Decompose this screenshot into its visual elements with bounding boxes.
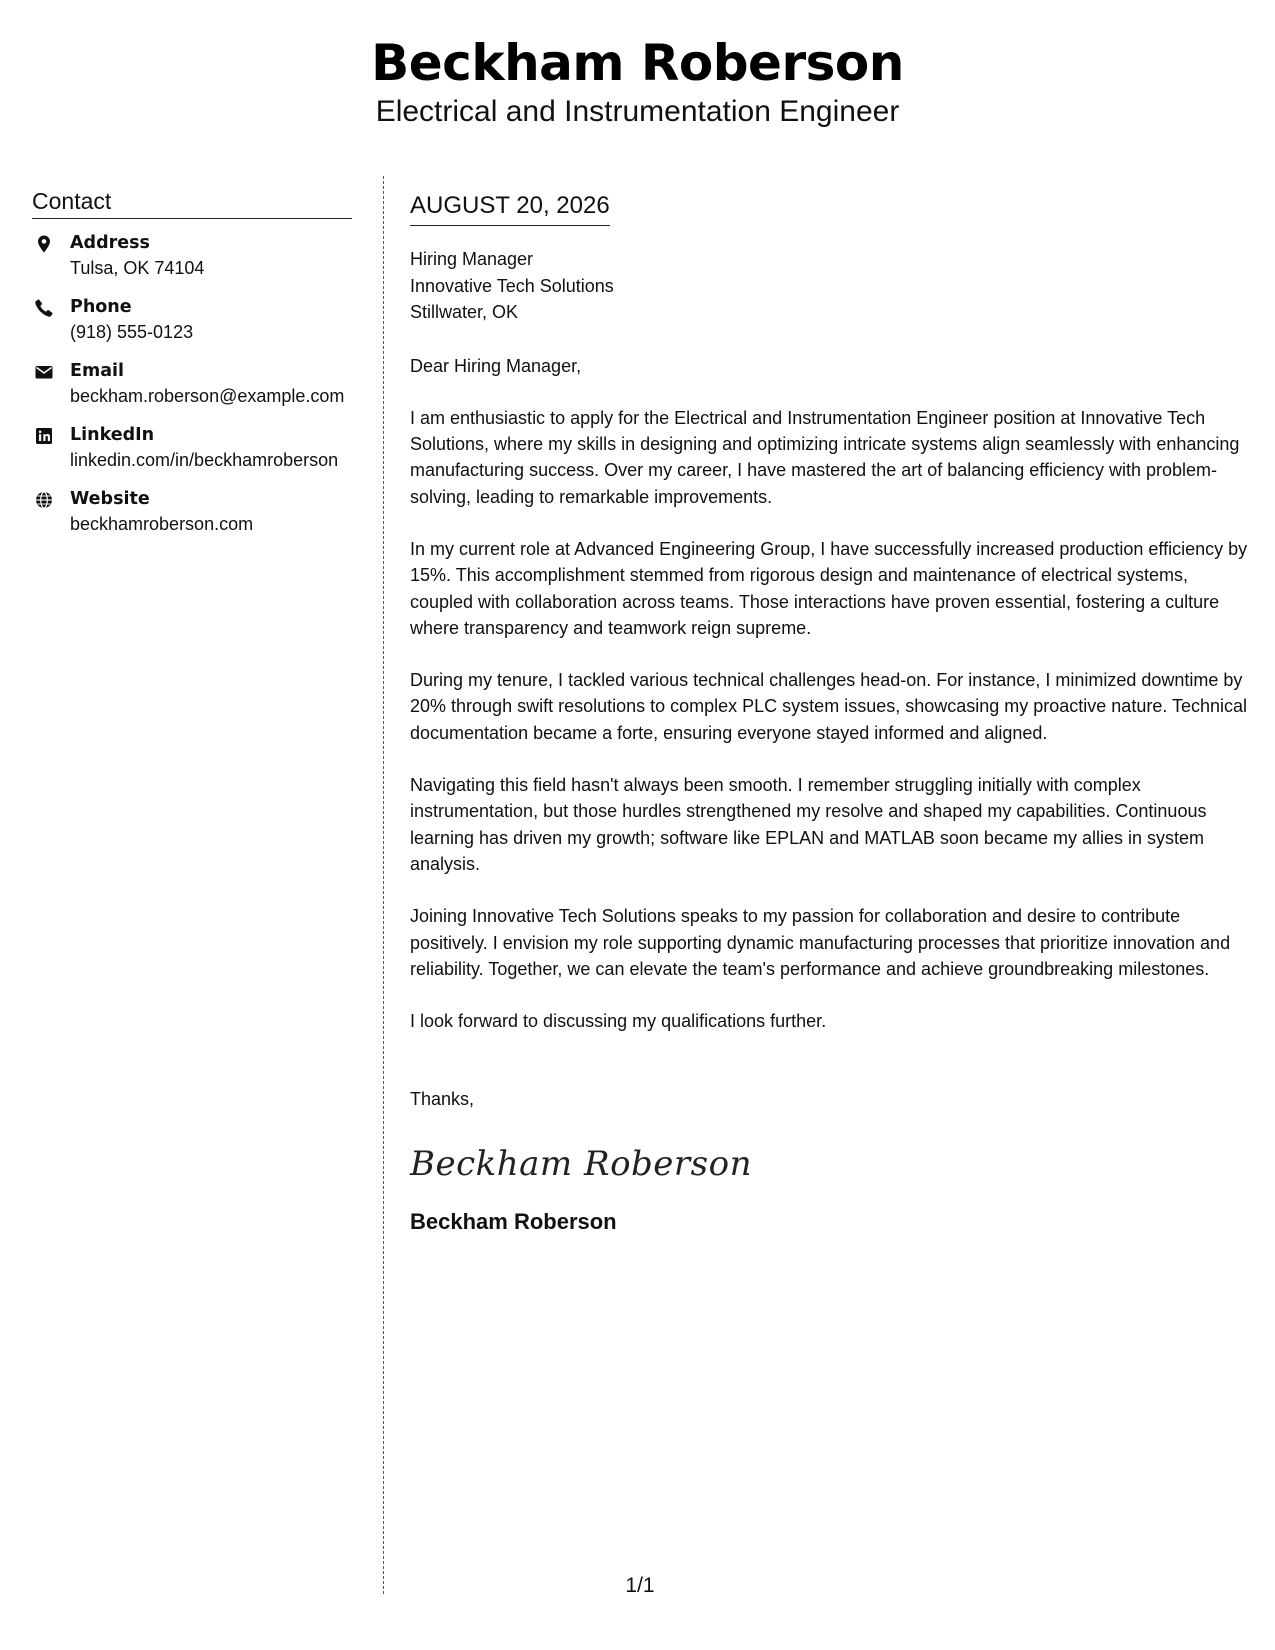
letter-paragraph: During my tenure, I tackled various technical challenges head-on. For instance, I minimized downtime by 20% through swift resolutions to complex PLC system issues, showcasing my proactive nature. Technical documentation became a forte, ensuring everyone stayed informed and aligned. xyxy=(410,670,1248,743)
applicant-name: Beckham Roberson xyxy=(371,34,904,92)
letter-paragraph: I look forward to discussing my qualifications further. xyxy=(410,1011,827,1032)
contact-value: Tulsa, OK 74104 xyxy=(70,258,205,278)
letter-date: AUGUST 20, 2026 xyxy=(410,190,610,226)
contact-value: (918) 555-0123 xyxy=(70,322,194,342)
contact-label: Email xyxy=(70,361,124,381)
contact-phone xyxy=(32,295,352,345)
letter-paragraph: I am enthusiastic to apply for the Electrical and Instrumentation Engineer position at Innovative Tech Solutions, where my skills in designing and optimizing intricate systems align seamlessly with enhancing manufacturing success. Over my career, I have mastered the art of balancing efficiency with problem-solving, leading to remarkable improvements. xyxy=(410,407,1240,507)
column-divider xyxy=(383,176,384,1594)
contact-label: Website xyxy=(70,489,150,509)
phone-icon xyxy=(34,298,54,318)
recipient-block xyxy=(410,246,1250,326)
letter-paragraph: In my current role at Advanced Engineering Group, I have successfully increased production efficiency by 15%. This accomplishment stemmed from rigorous design and maintenance of electrical systems, coupled with collaboration across teams. Those interactions have proven essential, fostering a culture where transparency and teamwork reign supreme. xyxy=(410,538,1248,638)
contact-email xyxy=(32,359,352,409)
contact-value[interactable]: beckhamroberson.com xyxy=(70,514,254,534)
applicant-title: Electrical and Instrumentation Engineer xyxy=(375,95,900,128)
contact-label: Address xyxy=(70,233,150,253)
page-number: 1/1 xyxy=(625,1574,655,1597)
contact-website xyxy=(32,487,352,537)
contact-sidebar xyxy=(32,186,352,551)
salutation: Dear Hiring Manager, xyxy=(410,355,582,376)
signature: Beckham Roberson xyxy=(410,1143,752,1184)
contact-linkedin xyxy=(32,423,352,473)
letter-paragraph: Navigating this field hasn't always been smooth. I remember struggling initially with complex instrumentation, but those hurdles strengthened my resolve and shaped my capabilities. Continuous learning has driven my growth; software like EPLAN and MATLAB soon became my allies in system analysis. xyxy=(410,775,1207,874)
closing: Thanks, xyxy=(410,1089,475,1110)
map-pin-icon xyxy=(34,234,54,254)
letter-paragraph: Joining Innovative Tech Solutions speaks to my passion for collaboration and desire to contribute positively. I envision my role supporting dynamic manufacturing processes that prioritize innovation and reliability. Together, we can elevate the team's performance and achieve groundbreaking milestones. xyxy=(410,906,1231,979)
linkedin-icon xyxy=(34,426,54,446)
recipient-line: Innovative Tech Solutions xyxy=(410,275,614,296)
contact-address xyxy=(32,231,352,281)
recipient-line: Stillwater, OK xyxy=(410,302,519,322)
contact-label: Phone xyxy=(70,297,132,317)
contact-value[interactable]: linkedin.com/in/beckhamroberson xyxy=(70,450,339,470)
signed-name: Beckham Roberson xyxy=(410,1208,617,1234)
contact-value[interactable]: beckham.roberson@example.com xyxy=(70,386,345,406)
recipient-line: Hiring Manager xyxy=(410,249,534,269)
contact-label: LinkedIn xyxy=(70,425,155,445)
letter-body xyxy=(410,190,1250,1237)
page-header xyxy=(0,32,1275,130)
globe-icon xyxy=(34,490,54,510)
contact-section-title: Contact xyxy=(32,186,352,219)
envelope-icon xyxy=(34,362,54,382)
